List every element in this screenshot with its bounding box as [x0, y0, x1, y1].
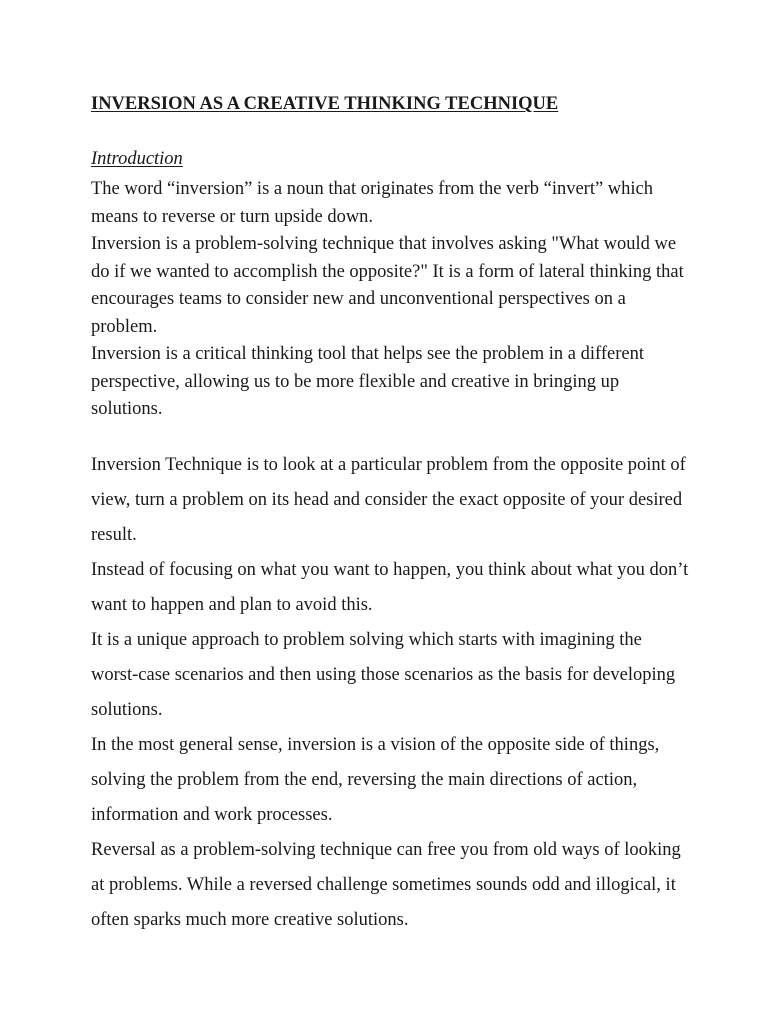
- body-paragraph: In the most general sense, inversion is a vision of the opposite side of things, solving the problem from the end, reversing the main directions of action, information and work processes.: [91, 735, 664, 825]
- body-section: [91, 448, 691, 938]
- body-paragraph: It is a unique approach to problem solving which starts with imagining the worst-case scenarios and then using those scenarios as the basis for developing solutions.: [91, 630, 676, 720]
- body-paragraph: Instead of focusing on what you want to happen, you think about what you don’t want to happen and plan to avoid this.: [91, 560, 689, 615]
- intro-paragraph: Inversion is a critical thinking tool that helps see the problem in a different perspective, allowing us to be more flexible and creative in bringing up solutions.: [91, 344, 644, 419]
- intro-paragraph: Inversion is a problem-solving technique that involves asking "What would we do if we wanted to accomplish the opposite?" It is a form of lateral thinking that encourages teams to consider new and unconventional perspectives on a problem.: [91, 234, 684, 337]
- introduction-section: [91, 176, 691, 424]
- intro-paragraph: The word “inversion” is a noun that originates from the verb “invert” which means to reverse or turn upside down.: [91, 179, 654, 227]
- body-paragraph: Inversion Technique is to look at a particular problem from the opposite point of view, turn a problem on its head and consider the exact opposite of your desired result.: [91, 455, 686, 545]
- introduction-heading: Introduction: [91, 149, 183, 169]
- document-title: INVERSION AS A CREATIVE THINKING TECHNIQUE: [91, 94, 559, 114]
- body-paragraph: Reversal as a problem-solving technique can free you from old ways of looking at problems. While a reversed challenge sometimes sounds odd and illogical, it often sparks much more creative solutions.: [91, 840, 681, 930]
